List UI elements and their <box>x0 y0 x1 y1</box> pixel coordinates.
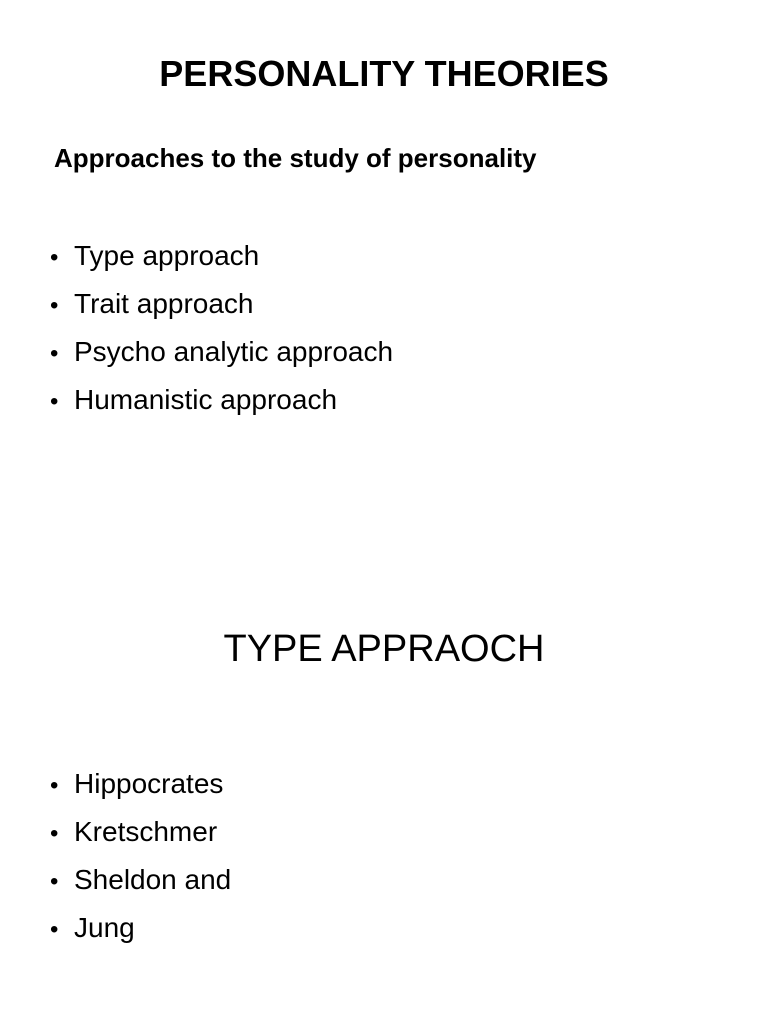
slide-title: PERSONALITY THEORIES <box>159 53 609 94</box>
bullet-icon: • <box>50 340 59 367</box>
list-item <box>50 856 231 904</box>
bullet-icon: • <box>50 244 59 271</box>
bullet-icon: • <box>50 820 59 847</box>
list-item <box>50 376 393 424</box>
slide-type-approach <box>0 512 768 1024</box>
bullet-icon: • <box>50 772 59 799</box>
slide-subtitle: Approaches to the study of personality <box>54 143 537 173</box>
slide-title: TYPE APPRAOCH <box>223 628 545 670</box>
list-item-text: Sheldon and <box>74 864 232 895</box>
list-item-text: Jung <box>74 912 135 943</box>
bullet-icon: • <box>50 388 59 415</box>
list-item-text: Humanistic approach <box>74 384 338 415</box>
list-item <box>50 904 231 952</box>
list-item-text: Type approach <box>74 240 260 271</box>
list-item <box>50 328 393 376</box>
list-item <box>50 808 231 856</box>
bullet-icon: • <box>50 292 59 319</box>
list-item-text: Kretschmer <box>74 816 218 847</box>
approaches-list <box>50 232 393 424</box>
list-item-text: Trait approach <box>74 288 254 319</box>
list-item <box>50 760 231 808</box>
bullet-icon: • <box>50 916 59 943</box>
list-item <box>50 232 393 280</box>
type-theorists-list <box>50 760 231 952</box>
list-item-text: Hippocrates <box>74 768 224 799</box>
list-item-text: Psycho analytic approach <box>74 336 394 367</box>
list-item <box>50 280 393 328</box>
bullet-icon: • <box>50 868 59 895</box>
